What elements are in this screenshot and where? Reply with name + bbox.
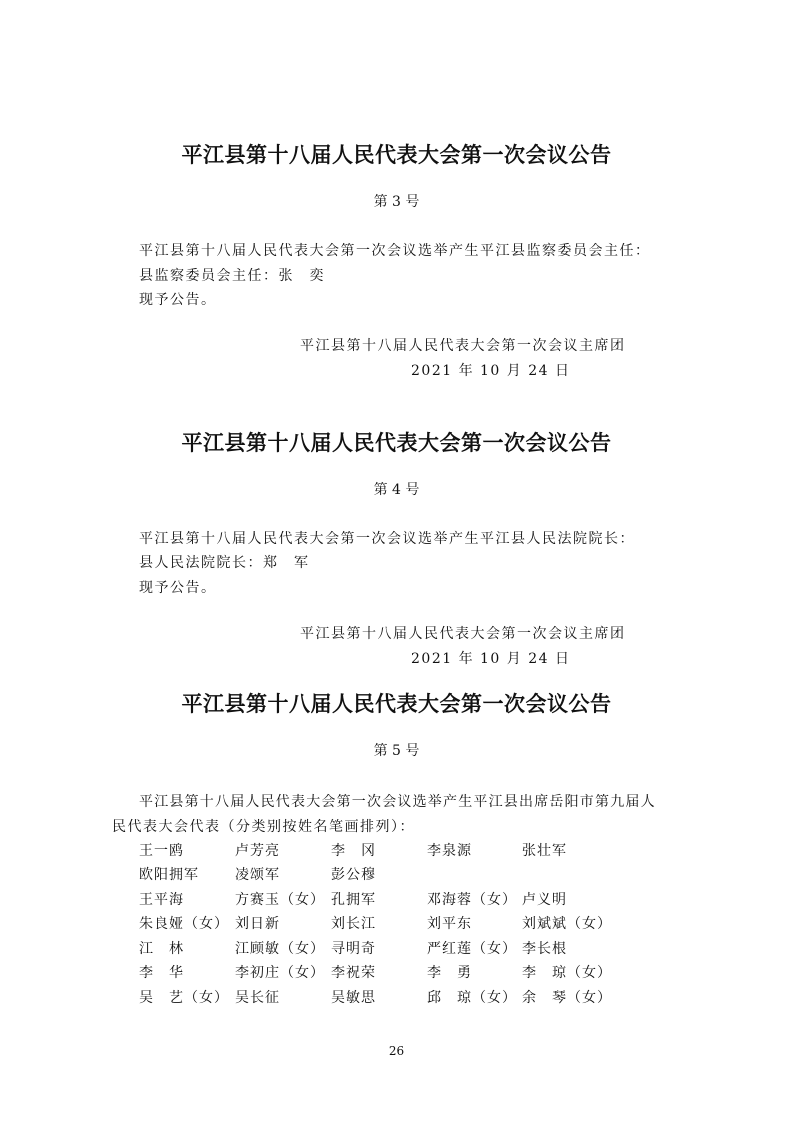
delegate-name: 邱 琼（女）: [427, 990, 517, 1006]
delegate-name: 刘斌斌（女）: [522, 916, 612, 932]
delegate-name: 吴 艺（女）: [139, 990, 229, 1006]
delegate-name: 李长根: [522, 941, 567, 957]
body-line: 民代表大会代表（分类别按姓名笔画排列）：: [112, 819, 415, 835]
delegate-name: 寻明奇: [331, 941, 376, 957]
delegate-name: 吴长征: [235, 990, 280, 1006]
delegate-name: 李 冈: [331, 843, 376, 859]
body-line: 县监察委员会主任：张 奕: [139, 268, 325, 284]
page-number: 26: [388, 1044, 405, 1058]
announcement-title: 平江县第十八届人民代表大会第一次会议公告: [181, 692, 612, 716]
issuer: 平江县第十八届人民代表大会第一次会议主席团: [300, 338, 626, 354]
delegate-name: 欧阳拥军: [139, 867, 199, 883]
announcement-number: 第 4 号: [373, 482, 420, 498]
delegate-name: 朱良娅（女）: [139, 916, 229, 932]
delegate-name: 彭公穆: [331, 867, 376, 883]
delegate-name: 李 勇: [427, 965, 472, 981]
delegate-name: 王一鸥: [139, 843, 184, 859]
delegate-name: 方赛玉（女）: [235, 892, 325, 908]
delegate-name: 刘长江: [331, 916, 376, 932]
delegate-name: 江 林: [139, 941, 184, 957]
delegate-name: 严红莲（女）: [427, 941, 517, 957]
delegate-name: 江顾敏（女）: [235, 941, 325, 957]
delegate-name: 王平海: [139, 892, 184, 908]
announcement-number: 第 3 号: [373, 194, 420, 210]
delegate-name: 余 琴（女）: [522, 990, 612, 1006]
body-line: 现予公告。: [139, 580, 217, 596]
delegate-name: 李泉源: [427, 843, 472, 859]
delegate-name: 刘日新: [235, 916, 280, 932]
delegate-name: 卢义明: [522, 892, 567, 908]
delegate-name: 李 华: [139, 965, 184, 981]
issuer: 平江县第十八届人民代表大会第一次会议主席团: [300, 626, 626, 642]
delegate-name: 刘平东: [427, 916, 472, 932]
delegate-name: 邓海蓉（女）: [427, 892, 517, 908]
body-line: 平江县第十八届人民代表大会第一次会议选举产生平江县监察委员会主任：: [139, 243, 651, 259]
delegate-name: 张壮军: [522, 843, 567, 859]
announcement-title: 平江县第十八届人民代表大会第一次会议公告: [181, 143, 612, 167]
body-line: 现予公告。: [139, 292, 217, 308]
date: 2021 年 10 月 24 日: [411, 363, 571, 379]
body-line: 平江县第十八届人民代表大会第一次会议选举产生平江县人民法院院长：: [139, 531, 635, 547]
date: 2021 年 10 月 24 日: [411, 651, 571, 667]
delegate-name: 李 琼（女）: [522, 965, 612, 981]
body-line: 县人民法院院长：郑 军: [139, 555, 310, 571]
announcement-number: 第 5 号: [373, 743, 420, 759]
delegate-name: 吴敏思: [331, 990, 376, 1006]
delegate-name: 凌颂军: [235, 867, 280, 883]
body-line: 平江县第十八届人民代表大会第一次会议选举产生平江县出席岳阳市第九届人: [139, 794, 656, 810]
announcement-title: 平江县第十八届人民代表大会第一次会议公告: [181, 431, 612, 455]
delegate-name: 卢芳亮: [235, 843, 280, 859]
delegate-name: 李祝荣: [331, 965, 376, 981]
delegate-name: 李初庄（女）: [235, 965, 325, 981]
delegate-name: 孔拥军: [331, 892, 376, 908]
